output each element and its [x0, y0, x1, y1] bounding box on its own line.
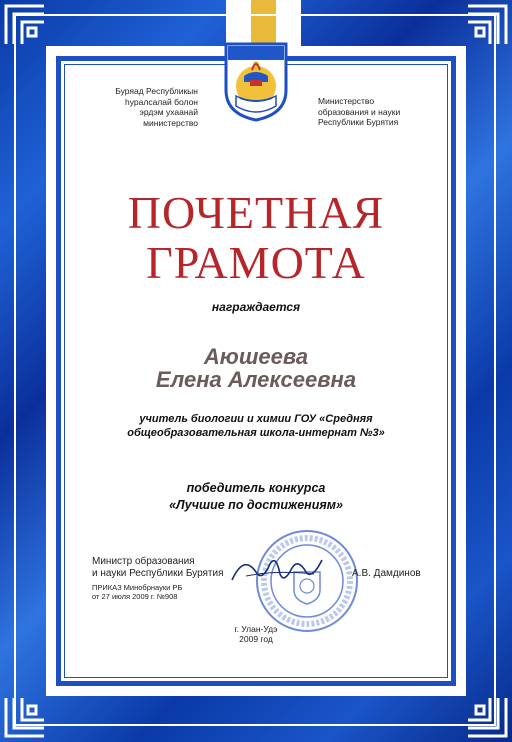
- left-ministry-name: [88, 86, 198, 128]
- recipient-given-names: Елена Алексеевна: [155, 367, 357, 392]
- order-reference: [92, 583, 182, 601]
- right-ministry-line: Республики Бурятия: [318, 117, 399, 127]
- year-line: 2009 год: [239, 634, 273, 644]
- recipient-surname: Аюшеева: [203, 344, 309, 369]
- certificate-title-line-1: ПОЧЕТНАЯ: [127, 187, 385, 238]
- signatory-title: [92, 556, 224, 580]
- position-line: учитель биологии и химии ГОУ «Средняя: [139, 413, 373, 425]
- place-and-year: [206, 624, 306, 644]
- ornament-corner-icon: [466, 696, 508, 738]
- achievement-line: «Лучшие по достижениям»: [169, 498, 343, 512]
- ornament-corner-icon: [4, 4, 46, 46]
- position-line: общеобразовательная школа-интернат №3»: [127, 427, 385, 439]
- left-ministry-line: эрдэм ухаанай: [139, 107, 198, 117]
- buryatia-coat-of-arms-icon: [222, 40, 290, 122]
- ornament-corner-icon: [466, 4, 508, 46]
- order-line: от 27 июля 2009 г. №908: [92, 592, 178, 601]
- signatory-name: А.В. Дамдинов: [352, 568, 421, 579]
- order-line: ПРИКАЗ Минобрнауки РБ: [92, 583, 183, 592]
- right-ministry-line: Министерство: [318, 96, 375, 106]
- ornament-corner-icon: [4, 696, 46, 738]
- signatory-title-line: и науки Республики Бурятия: [92, 568, 224, 579]
- signatory-title-line: Министр образования: [92, 556, 195, 567]
- place-line: г. Улан-Удэ: [234, 624, 278, 634]
- left-ministry-line: министерство: [143, 117, 198, 128]
- certificate-title-line-2: ГРАМОТА: [146, 237, 366, 288]
- right-ministry-line: образования и науки: [318, 106, 401, 117]
- left-ministry-line: һуралсалай болон: [125, 96, 198, 107]
- handwritten-signature: [226, 550, 326, 590]
- achievement-line: победитель конкурса: [186, 481, 326, 495]
- recipient-position: [110, 412, 402, 440]
- right-ministry-name: [318, 96, 428, 128]
- awarded-label: награждается: [211, 300, 301, 314]
- left-ministry-line: Буряад Республикын: [115, 86, 198, 96]
- achievement: [110, 480, 402, 514]
